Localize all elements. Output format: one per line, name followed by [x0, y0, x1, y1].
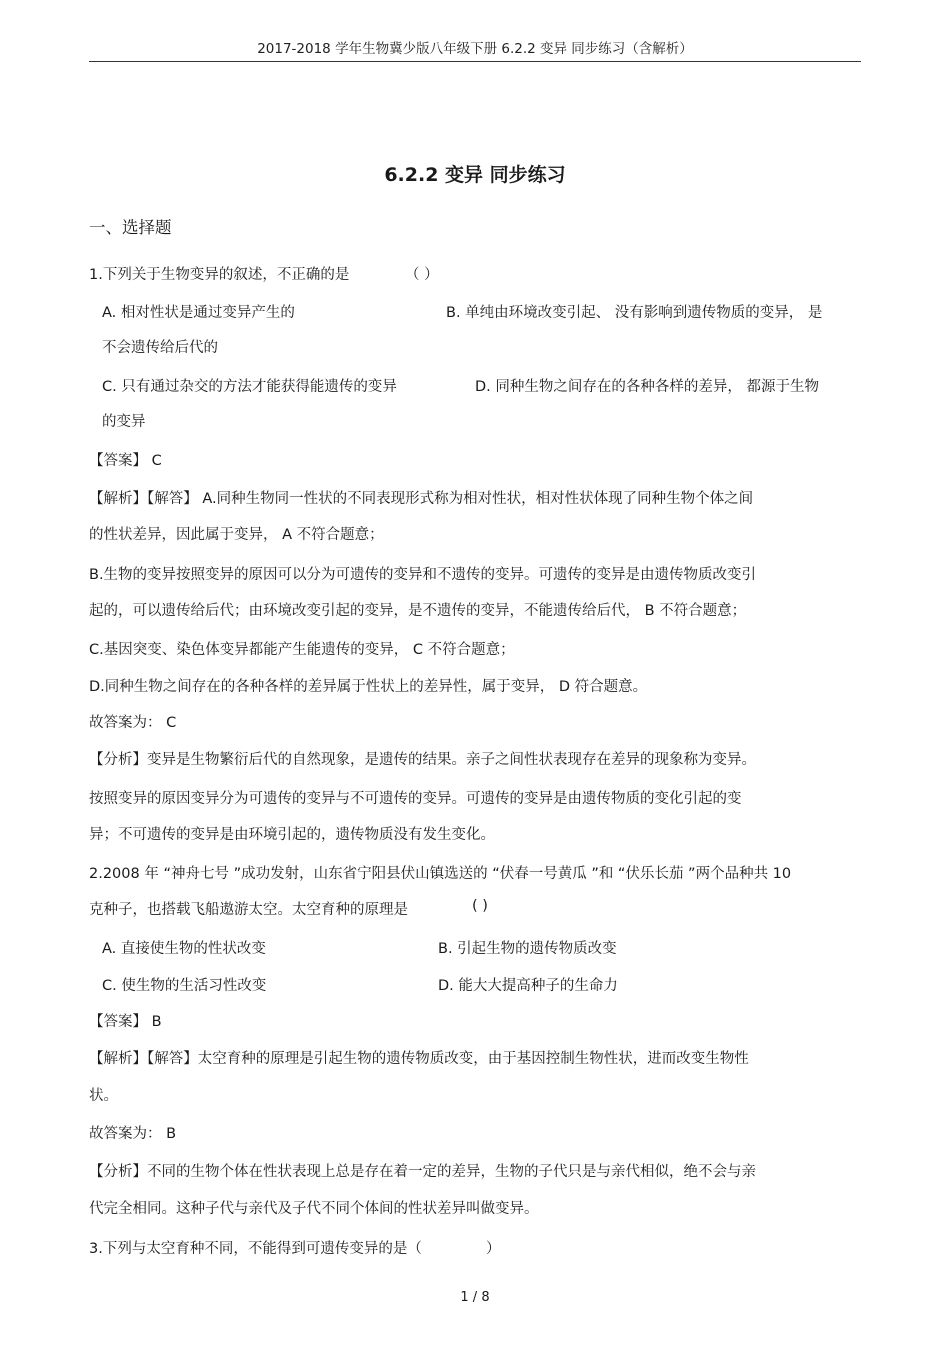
q1-stem: 1.下列关于生物变异的叙述，不正确的是 — [89, 267, 350, 283]
q3-answer-paren: ） — [486, 1241, 501, 1257]
q1-option-d-cont: 的变异 — [102, 414, 146, 430]
q1-final-answer: 故答案为： C — [89, 715, 177, 731]
section-heading: 一、选择题 — [89, 218, 172, 237]
running-header: 2017-2018 学年生物冀少版八年级下册 6.2.2 变异 同步练习（含解析） — [257, 41, 693, 57]
q2-explanation-line: 状。 — [89, 1088, 118, 1104]
q1-explanation-line: 起的，可以遗传给后代；由环境改变引起的变异，是不遗传的变异，不能遗传给后代， B 不符合题意； — [89, 603, 747, 619]
q1-option-c: C. 只有通过杂交的方法才能获得能遗传的变异 — [102, 379, 397, 395]
q2-option-c: C. 使生物的生活习性改变 — [102, 978, 267, 994]
q1-explanation-line: 的性状差异，因此属于变异， A 不符合题意； — [89, 527, 384, 543]
q1-answer: 【答案】 C — [89, 453, 162, 469]
q2-explanation-line: 【解析】【解答】太空育种的原理是引起生物的遗传物质改变，由于基因控制生物性状，进而改变生物性 — [89, 1051, 749, 1067]
q2-option-d: D. 能大大提高种子的生命力 — [438, 978, 618, 994]
q2-stem: 2.2008 年 “神舟七号 ”成功发射，山东省宁阳县伏山镇选送的 “伏春一号黄瓜 ”和 “伏乐长茄 ”两个品种共 10 — [89, 866, 792, 882]
q1-option-a: A. 相对性状是通过变异产生的 — [102, 305, 295, 321]
page-number: 1 / 8 — [460, 1290, 490, 1305]
q2-analysis-line: 代完全相同。这种子代与亲代及子代不同个体间的性状差异叫做变异。 — [89, 1201, 539, 1217]
q1-option-d: D. 同种生物之间存在的各种各样的差异， 都源于生物 — [475, 379, 819, 395]
q1-explanation-line: 【解析】【解答】 A.同种生物同一性状的不同表现形式称为相对性状，相对性状体现了同种生物个体之间 — [89, 491, 754, 507]
q1-option-b: B. 单纯由环境改变引起、 没有影响到遗传物质的变异， 是 — [446, 305, 823, 321]
q1-explanation-line: D.同种生物之间存在的各种各样的差异属于性状上的差异性，属于变异， D 符合题意。 — [89, 679, 648, 695]
q2-analysis-line: 【分析】不同的生物个体在性状表现上总是存在着一定的差异，生物的子代只是与亲代相似，绝不会与亲 — [89, 1164, 756, 1180]
q1-option-b-cont: 不会遗传给后代的 — [102, 340, 218, 356]
q2-option-b: B. 引起生物的遗传物质改变 — [438, 941, 617, 957]
q1-explanation-line: C.基因突变、染色体变异都能产生能遗传的变异， C 不符合题意； — [89, 642, 515, 658]
q3-stem: 3.下列与太空育种不同，不能得到可遗传变异的是（ — [89, 1241, 422, 1257]
page-title: 6.2.2 变异 同步练习 — [384, 164, 566, 186]
q2-stem-cont: 克种子，也搭载飞船遨游太空。太空育种的原理是 — [89, 902, 408, 918]
q2-option-a: A. 直接使生物的性状改变 — [102, 941, 266, 957]
q2-final-answer: 故答案为： B — [89, 1126, 177, 1142]
header-rule — [89, 61, 861, 62]
q2-answer: 【答案】 B — [89, 1014, 162, 1030]
q1-analysis-line: 按照变异的原因变异分为可遗传的变异与不可遗传的变异。可遗传的变异是由遗传物质的变化引起的变 — [89, 791, 742, 807]
q2-answer-paren: ( ) — [472, 898, 488, 914]
q1-explanation-line: B.生物的变异按照变异的原因可以分为可遗传的变异和不遗传的变异。可遗传的变异是由遗传物质改变引 — [89, 567, 757, 583]
q1-answer-paren: （ ） — [405, 267, 439, 283]
q1-analysis-line: 【分析】变异是生物繁衍后代的自然现象，是遗传的结果。亲子之间性状表现存在差异的现象称为变异。 — [89, 752, 756, 768]
q1-analysis-line: 异；不可遗传的变异是由环境引起的，遗传物质没有发生变化。 — [89, 827, 495, 843]
